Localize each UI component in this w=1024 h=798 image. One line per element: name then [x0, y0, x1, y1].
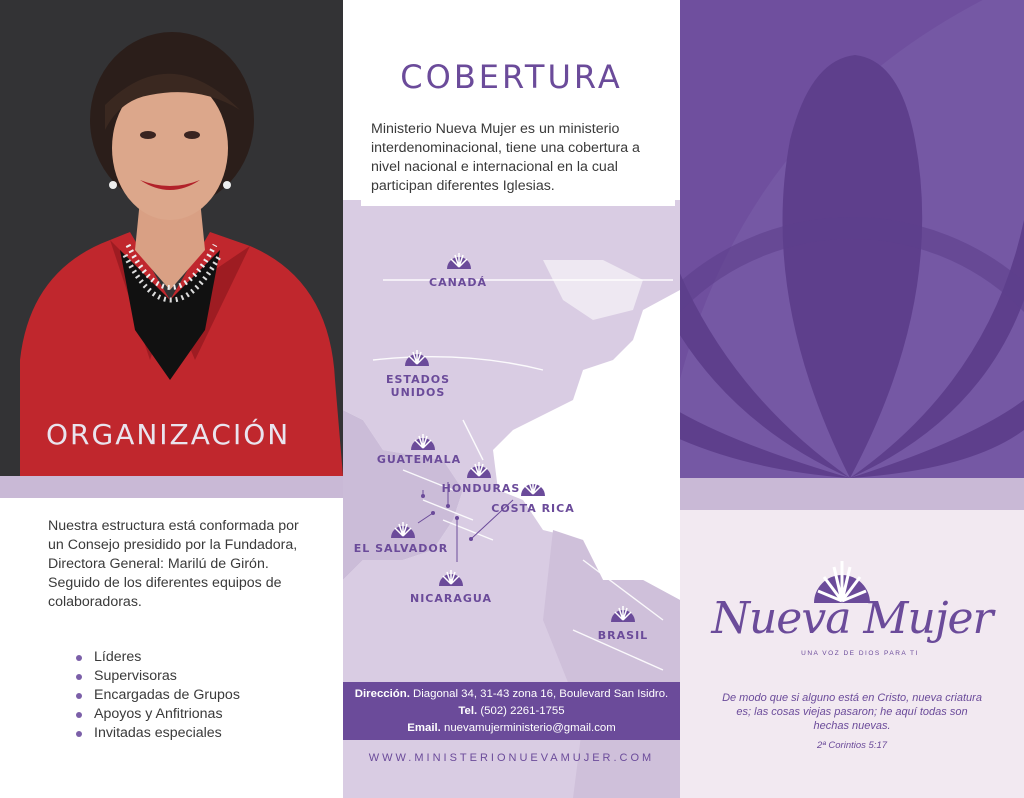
- organizacion-title: ORGANIZACIÓN: [46, 418, 291, 451]
- organizacion-description: [48, 517, 316, 612]
- phone-value: (502) 2261-1755: [477, 705, 565, 717]
- bible-verse-reference: 2ª Corintios 5:17: [816, 740, 888, 751]
- location-costa-rica: COSTA RICA: [491, 502, 575, 515]
- email-value[interactable]: nuevamujerministerio@gmail.com: [440, 722, 616, 734]
- location-el-salvador: EL SALVADOR: [353, 542, 449, 555]
- phone-label: Tel.: [458, 705, 478, 717]
- contact-box: [343, 682, 680, 740]
- guatemala-marker-icon: [409, 428, 437, 452]
- founder-photo: [0, 0, 343, 476]
- brand-name: Nueva Mujer: [711, 593, 993, 644]
- location-honduras: HONDURAS: [441, 482, 521, 495]
- location-guatemala: GUATEMALA: [376, 453, 462, 466]
- honduras-marker-icon: [465, 456, 493, 480]
- usa-marker-icon: [403, 344, 431, 368]
- address-label: Dirección.: [354, 688, 410, 700]
- cobertura-title: COBERTURA: [400, 58, 623, 96]
- address-line: [343, 686, 680, 703]
- location-nicaragua: NICARAGUA: [409, 592, 492, 605]
- team-list: [74, 648, 240, 743]
- list-item: Líderes: [74, 648, 240, 667]
- location-estados-unidos-line2: UNIDOS: [390, 386, 446, 399]
- phone-line: [343, 703, 680, 720]
- nicaragua-marker-icon: [437, 564, 465, 588]
- website-link[interactable]: WWW.MINISTERIONUEVAMUJER.COM: [368, 752, 655, 764]
- bible-verse: De modo que si alguno está en Cristo, nueva criatura es; las cosas viejas pasaron; he aquí todas son hechas nuevas.: [722, 692, 982, 732]
- organizacion-panel: [0, 0, 343, 798]
- list-item: Apoyos y Anfitrionas: [74, 705, 240, 724]
- location-brasil: BRASIL: [597, 629, 649, 642]
- cobertura-description: Ministerio Nueva Mujer es un ministerio interdenominacional, tiene una cobertura a nivel nacional e internacional en la cual participan diferentes Iglesias.: [361, 120, 675, 206]
- petal-pattern-illustration: [680, 0, 1024, 478]
- list-item: Encargadas de Grupos: [74, 686, 240, 705]
- location-estados-unidos: [373, 373, 463, 399]
- decorative-cover: [680, 0, 1024, 478]
- email-line: [343, 720, 680, 737]
- brasil-marker-icon: [609, 600, 637, 624]
- location-canada: CANADÁ: [429, 276, 487, 289]
- el-salvador-marker-icon: [389, 516, 417, 540]
- location-estados-unidos-line1: ESTADOS: [385, 373, 450, 386]
- organizacion-paragraph-2: Seguido de los diferentes equipos de colaboradoras.: [48, 575, 282, 610]
- address-value: Diagonal 34, 31-43 zona 16, Boulevard San Isidro.: [409, 688, 669, 700]
- canada-marker-icon: [445, 247, 473, 271]
- email-label: Email.: [407, 722, 441, 734]
- costa-rica-marker-icon: [519, 474, 547, 498]
- list-item: Invitadas especiales: [74, 724, 240, 743]
- founder-portrait-illustration: [0, 0, 343, 476]
- brand-panel: [680, 0, 1024, 798]
- accent-band: [0, 476, 343, 498]
- brand-tagline: UNA VOZ DE DIOS PARA TI: [801, 650, 919, 657]
- list-item: Supervisoras: [74, 667, 240, 686]
- organizacion-paragraph-1: Nuestra estructura está conformada por un Consejo presidido por la Fundadora, Directora General: Marilú de Girón.: [48, 518, 299, 572]
- accent-band: [680, 478, 1024, 510]
- cobertura-panel: [343, 0, 680, 798]
